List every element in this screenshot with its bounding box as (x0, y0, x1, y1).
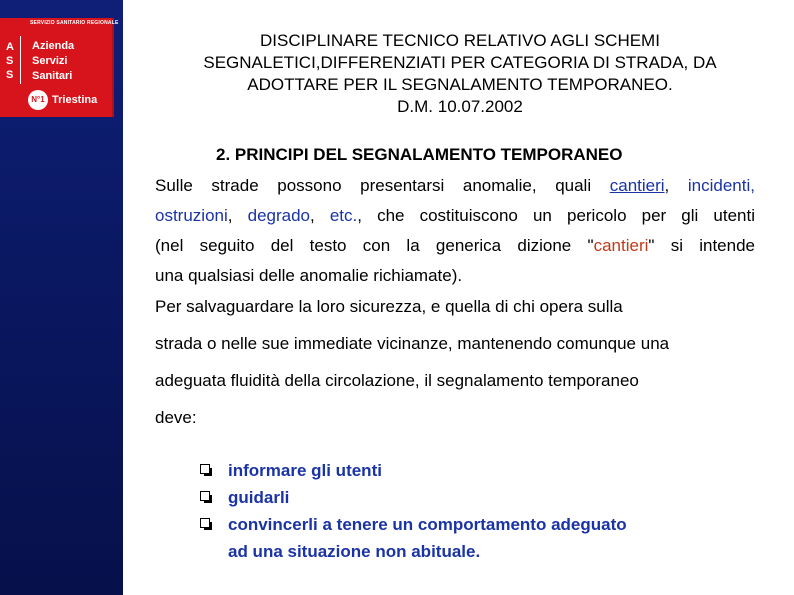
text-run: , che costituiscono un pericolo per gli utenti (357, 206, 756, 225)
text-run: Sulle strade possono presentarsi anomalie, quali (155, 176, 610, 195)
section-heading: 2. PRINCIPI DEL SEGNALAMENTO TEMPORANEO (216, 145, 623, 164)
paragraph-safety (155, 294, 765, 442)
bullet-text: ad una situazione non abituale. (228, 542, 481, 561)
square-bullet-icon (200, 464, 210, 474)
text-run: , (310, 206, 330, 225)
logo-letter: A (6, 41, 14, 53)
sidebar (0, 0, 123, 595)
paragraph-line (155, 171, 755, 201)
link-incidenti[interactable]: incidenti, (687, 176, 755, 195)
bullet-item (200, 484, 760, 511)
paragraph-line: strada o nelle sue immediate vicinanze, mantenendo comunque una (155, 334, 670, 353)
logo-badge: N°1 (28, 90, 48, 110)
logo-words (32, 39, 74, 84)
bullet-continuation (200, 538, 760, 565)
link-etc[interactable]: etc. (329, 206, 358, 225)
logo-letter: S (6, 69, 14, 81)
logo-word: Sanitari (32, 70, 73, 82)
logo-letter: S (6, 55, 14, 67)
title-line: D.M. 10.07.2002 (397, 97, 523, 116)
bullet-item (200, 457, 760, 484)
logo-top-text: SERVIZIO SANITARIO REGIONALE (30, 20, 119, 26)
square-bullet-icon (200, 518, 210, 528)
title-line: DISCIPLINARE TECNICO RELATIVO AGLI SCHEMI (260, 31, 660, 50)
paragraph-line (155, 201, 755, 231)
title-line: SEGNALETICI,DIFFERENZIATI PER CATEGORIA DI STRADA, DA (203, 53, 717, 72)
bullet-list (200, 457, 760, 565)
text-run: " si intende (648, 236, 755, 255)
logo-divider (20, 36, 21, 84)
bullet-text: convincerli a tenere un comportamento adeguato (228, 515, 627, 534)
text-run: (nel seguito del testo con la generica dizione " (155, 236, 594, 255)
ass-logo (0, 18, 119, 117)
paragraph-line: una qualsiasi delle anomalie richiamate). (155, 266, 463, 285)
link-cantieri[interactable]: cantieri (609, 176, 665, 195)
paragraph-line: deve: (155, 408, 197, 427)
square-bullet-icon (200, 491, 210, 501)
document-title (160, 30, 760, 118)
logo-letters (6, 40, 18, 82)
text-run: , (227, 206, 248, 225)
title-line: ADOTTARE PER IL SEGNALAMENTO TEMPORANEO. (247, 75, 673, 94)
paragraph-intro (155, 171, 755, 291)
link-degrado[interactable]: degrado (247, 206, 310, 225)
logo-word: Azienda (32, 40, 75, 52)
bullet-text: informare gli utenti (228, 461, 382, 480)
bullet-item (200, 511, 760, 538)
highlight-cantieri: cantieri (593, 236, 649, 255)
logo-word: Servizi (32, 55, 68, 67)
paragraph-line (155, 231, 755, 261)
logo-city: Triestina (52, 94, 98, 106)
paragraph-line: adeguata fluidità della circolazione, il segnalamento temporaneo (155, 371, 639, 390)
text-run: , (664, 176, 688, 195)
bullet-text: guidarli (228, 488, 290, 507)
paragraph-line: Per salvaguardare la loro sicurezza, e quella di chi opera sulla (155, 297, 623, 316)
link-ostruzioni[interactable]: ostruzioni (155, 206, 228, 225)
